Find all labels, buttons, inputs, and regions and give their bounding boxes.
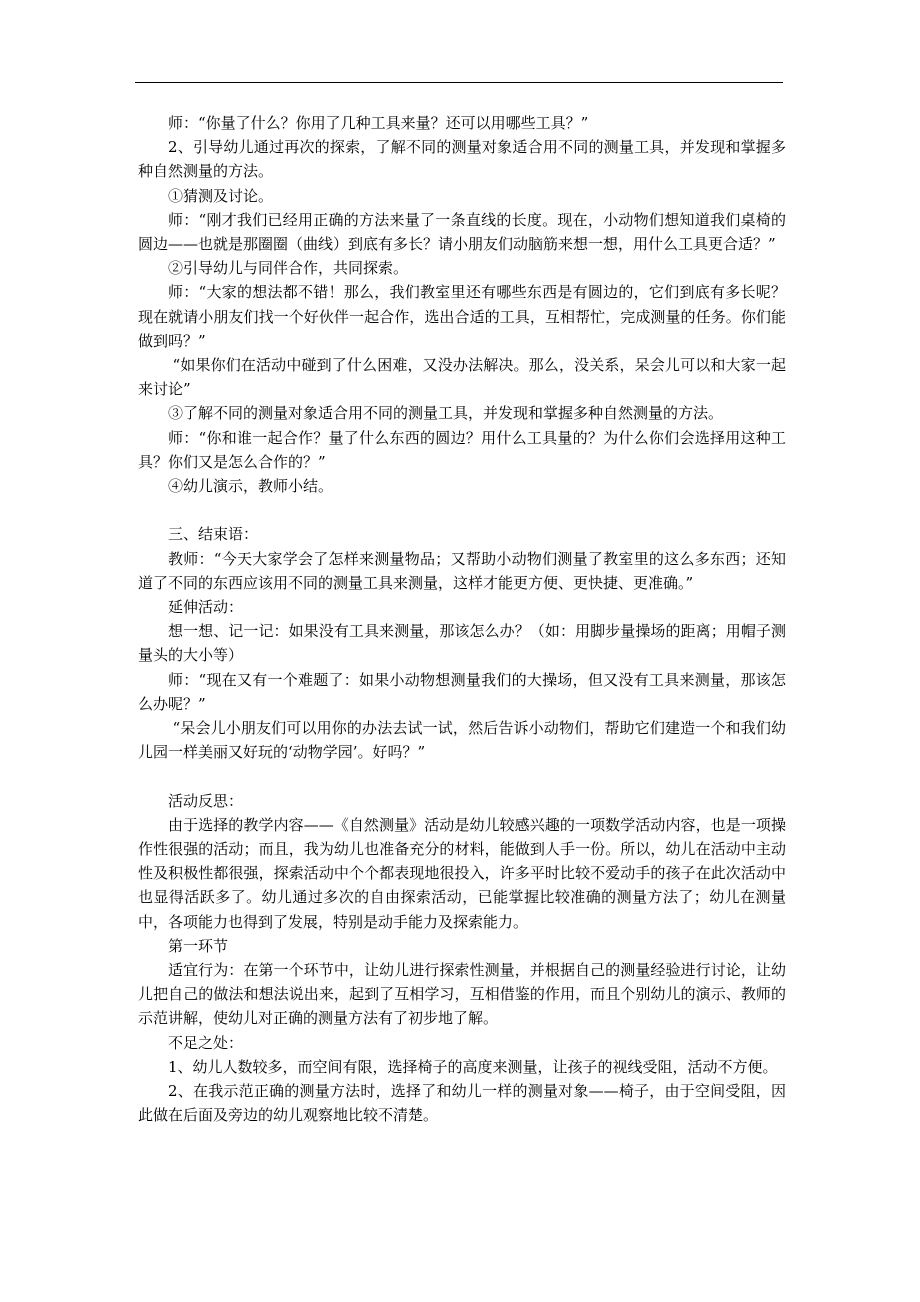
paragraph: 师：“大家的想法都不错！那么，我们教室里还有哪些东西是有圆边的，它们到底有多长呢？现在就请小朋友们找一个好伙伴一起合作，选出合适的工具，互相帮忙，完成测量的任务。你们能做到吗？” xyxy=(138,283,786,350)
paragraph: ③了解不同的测量对象适合用不同的测量工具，并发现和掌握多种自然测量的方法。 xyxy=(168,404,724,423)
paragraph: ①猜测及讨论。 xyxy=(168,186,274,205)
paragraph: 教师：“今天大家学会了怎样来测量物品；又帮助小动物们测量了教室里的这么多东西；还知道了不同的东西应该用不同的测量工具来测量，这样才能更方便、更快捷、更准确。” xyxy=(138,549,786,592)
paragraph: “呆会儿小朋友们可以用你的办法去试一试，然后告诉小动物们，帮助它们建造一个和我们幼儿园一样美丽又好玩的‘动物学园’。好吗？” xyxy=(138,719,786,762)
paragraph: 由于选择的教学内容——《自然测量》活动是幼儿较感兴趣的一项数学活动内容，也是一项操作性很强的活动；而且，我为幼儿也准备充分的材料，能做到人手一份。所以，幼儿在活动中主动性及积极性都很强，探索活动中个个都表现地很投入，许多平时比较不爱动手的孩子在此次活动中也显得活跃多了。幼儿通过多次的自由探索活动，已能掌握比较准确的测量方法了；幼儿在测量中，各项能力也得到了发展，特别是动手能力及探索能力。 xyxy=(138,815,786,931)
paragraph: ④幼儿演示，教师小结。 xyxy=(168,477,334,496)
blank-line xyxy=(138,764,786,788)
paragraph: 2、在我示范正确的测量方法时，选择了和幼儿一样的测量对象——椅子，由于空间受阻，因此做在后面及旁边的幼儿观察地比较不清楚。 xyxy=(138,1082,786,1125)
paragraph: 想一想、记一记：如果没有工具来测量，那该怎么办？（如：用脚步量操场的距离；用帽子测量头的大小等） xyxy=(138,622,786,665)
blank-line xyxy=(138,498,786,522)
paragraph: 师：“现在又有一个难题了：如果小动物想测量我们的大操场，但又没有工具来测量，那该怎么办呢？” xyxy=(138,670,786,713)
paragraph: 师：“刚才我们已经用正确的方法来量了一条直线的长度。现在，小动物们想知道我们桌椅的圆边——也就是那圈圈（曲线）到底有多长？请小朋友们动脑筋来想一想，用什么工具更合适？” xyxy=(138,210,786,254)
paragraph: 1、幼儿人数较多，而空间有限，选择椅子的高度来测量，让孩子的视线受阻，活动不方便。 xyxy=(168,1057,778,1076)
paragraph: 第一环节 xyxy=(168,936,229,955)
document-body xyxy=(138,111,786,1128)
section-heading: 活动反思： xyxy=(168,791,244,810)
section-heading: 三、结束语： xyxy=(168,525,259,544)
header-rule xyxy=(135,82,783,83)
paragraph: 适宜行为：在第一个环节中，让幼儿进行探索性测量，并根据自己的测量经验进行讨论，让幼儿把自己的做法和想法说出来，起到了互相学习，互相借鉴的作用，而且个别幼儿的演示、教师的示范讲解，使幼儿对正确的测量方法有了初步地了解。 xyxy=(138,961,786,1028)
paragraph: ②引导幼儿与同伴合作，共同探索。 xyxy=(168,259,409,278)
paragraph: 2、引导幼儿通过再次的探索，了解不同的测量对象适合用不同的测量工具，并发现和掌握多种自然测量的方法。 xyxy=(138,138,786,181)
paragraph: 延伸活动： xyxy=(168,598,244,617)
paragraph: 师：“你量了什么？你用了几种工具来量？还可以用哪些工具？” xyxy=(168,114,589,132)
paragraph: 不足之处： xyxy=(168,1033,244,1052)
paragraph: “如果你们在活动中碰到了什么困难，又没办法解决。那么，没关系，呆会儿可以和大家一起来讨论” xyxy=(138,356,786,399)
paragraph: 师：“你和谁一起合作？量了什么东西的圆边？用什么工具量的？为什么你们会选择用这种工具？你们又是怎么合作的？” xyxy=(138,428,786,471)
